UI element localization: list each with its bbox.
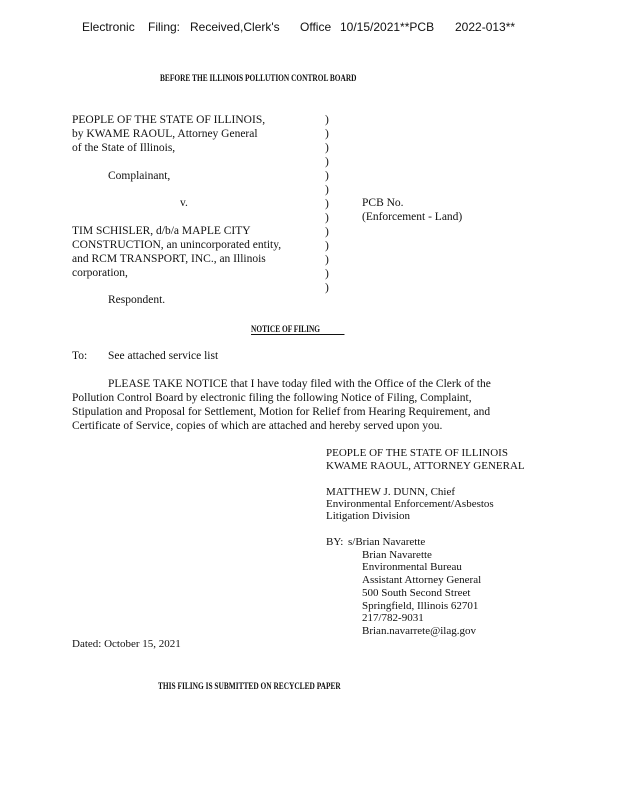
sig-line: 500 South Second Street: [362, 587, 471, 599]
to-label: To:: [72, 350, 88, 362]
board-title: BEFORE THE ILLINOIS POLLUTION CONTROL BOARD: [160, 73, 357, 83]
body-line: Certificate of Service, copies of which are attached and hereby served upon you.: [72, 420, 443, 432]
notice-title: NOTICE OF FILING: [251, 324, 345, 335]
caption-paren: ): [325, 128, 329, 140]
dated-line: Dated: October 15, 2021: [72, 638, 181, 650]
pcb-number-label: PCB No.: [362, 197, 404, 209]
complainant-label: Complainant,: [108, 170, 171, 182]
sig-chief-name: MATTHEW J. DUNN, Chief: [326, 486, 456, 498]
defendant-line: corporation,: [72, 267, 128, 279]
sig-ag: KWAME RAOUL, ATTORNEY GENERAL: [326, 460, 525, 472]
stamp-electronic: Electronic: [82, 20, 135, 34]
sig-line: Springfield, Illinois 62701: [362, 600, 479, 612]
caption-paren: ): [325, 184, 329, 196]
caption-paren: ): [325, 114, 329, 126]
caption-paren: ): [325, 282, 329, 294]
to-value: See attached service list: [108, 350, 219, 362]
caption-paren: ): [325, 142, 329, 154]
sig-email: Brian.navarrete@ilag.gov: [362, 625, 476, 637]
stamp-filing: Filing:: [148, 20, 181, 34]
caption-paren: ): [325, 212, 329, 224]
defendant-line: TIM SCHISLER, d/b/a MAPLE CITY: [72, 225, 251, 237]
recycled-paper-footer: THIS FILING IS SUBMITTED ON RECYCLED PAPER: [158, 681, 341, 691]
versus-label: v.: [180, 197, 188, 209]
sig-electronic-signature: s/Brian Navarette: [348, 536, 426, 548]
caption-paren: ): [325, 254, 329, 266]
caption-paren: ): [325, 226, 329, 238]
sig-chief-division: Litigation Division: [326, 510, 411, 522]
sig-chief-division: Environmental Enforcement/Asbestos: [326, 498, 494, 510]
caption-paren: ): [325, 268, 329, 280]
caption-paren: ): [325, 198, 329, 210]
plaintiff-line: PEOPLE OF THE STATE OF ILLINOIS,: [72, 114, 266, 126]
sig-line: Brian Navarette: [362, 549, 432, 561]
caption-paren: ): [325, 156, 329, 168]
sig-line: Assistant Attorney General: [362, 574, 482, 586]
stamp-case-number: 2022-013**: [455, 20, 516, 34]
enforcement-label: (Enforcement - Land): [362, 211, 463, 223]
sig-people: PEOPLE OF THE STATE OF ILLINOIS: [326, 447, 508, 459]
sig-line: 217/782-9031: [362, 612, 424, 624]
sig-by-label: BY:: [326, 536, 344, 548]
defendant-line: CONSTRUCTION, an unincorporated entity,: [72, 239, 282, 251]
respondent-label: Respondent.: [108, 294, 166, 306]
caption-paren: ): [325, 240, 329, 252]
plaintiff-line: of the State of Illinois,: [72, 142, 176, 154]
sig-line: Environmental Bureau: [362, 561, 462, 573]
stamp-office: Office: [300, 20, 332, 34]
plaintiff-line: by KWAME RAOUL, Attorney General: [72, 128, 258, 140]
body-line: Pollution Control Board by electronic filing the following Notice of Filing, Complaint,: [72, 392, 472, 404]
stamp-received: Received,Clerk's: [190, 20, 280, 34]
caption-paren: ): [325, 170, 329, 182]
body-line: Stipulation and Proposal for Settlement, Motion for Relief from Hearing Requirement, and: [72, 406, 491, 418]
body-line: PLEASE TAKE NOTICE that I have today filed with the Office of the Clerk of the: [108, 378, 491, 390]
defendant-line: and RCM TRANSPORT, INC., an Illinois: [72, 253, 266, 265]
stamp-date: 10/15/2021**PCB: [340, 20, 435, 34]
